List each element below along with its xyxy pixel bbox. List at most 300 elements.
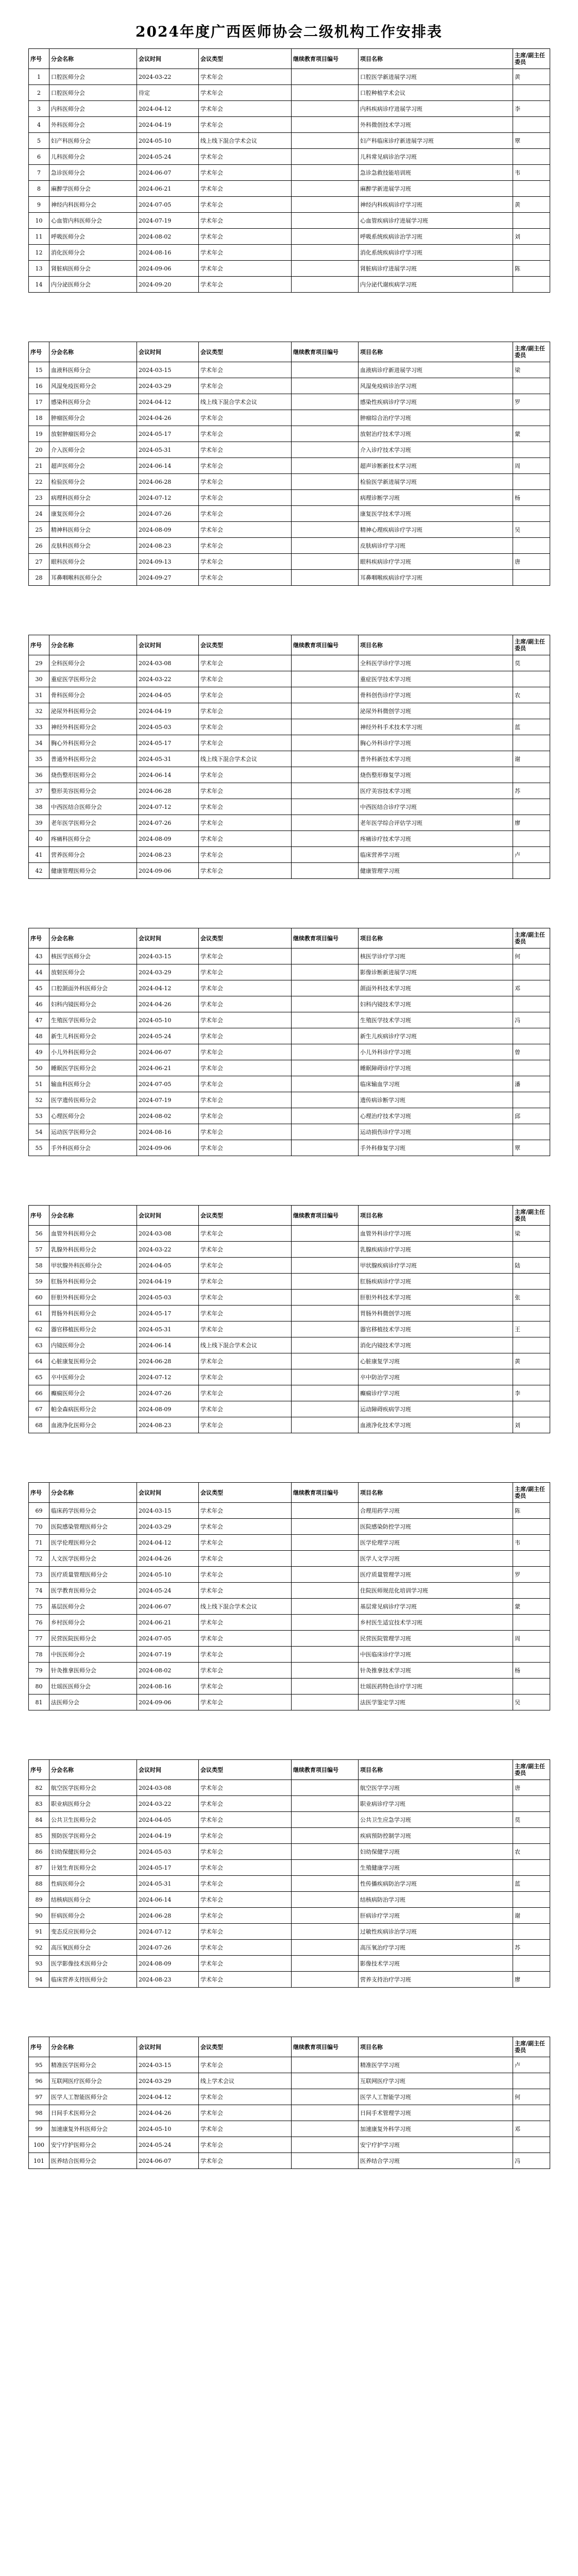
cell-project: 精神心理疾病诊疗学习班 (359, 522, 513, 538)
cell-chair: 王 (513, 1321, 550, 1337)
cell-type: 学术年会 (199, 948, 292, 964)
table-row (29, 506, 550, 522)
cell-chair: 吴 (513, 522, 550, 538)
cell-branch: 耳鼻咽喉科医师分会 (49, 570, 137, 586)
cell-index: 76 (29, 1615, 49, 1631)
schedule-table (28, 928, 550, 1156)
cell-chair (513, 1860, 550, 1876)
col-branch-header: 分会名称 (49, 49, 137, 69)
cell-branch: 神经内科医师分会 (49, 197, 137, 213)
cell-chair: 莫 (513, 1812, 550, 1828)
cell-chair: 冯 (513, 1012, 550, 1028)
cell-branch: 医学影像技术医师分会 (49, 1956, 137, 1972)
cell-branch: 肝胆外科医师分会 (49, 1290, 137, 1306)
cell-time: 2024-05-03 (137, 1844, 199, 1860)
cell-code (292, 831, 359, 847)
cell-type: 学术年会 (199, 85, 292, 101)
cell-index: 54 (29, 1124, 49, 1140)
col-type-header: 会议类型 (199, 1760, 292, 1780)
cell-type: 学术年会 (199, 229, 292, 245)
cell-code (292, 671, 359, 687)
cell-time: 待定 (137, 85, 199, 101)
cell-time: 2024-04-19 (137, 1828, 199, 1844)
cell-type: 学术年会 (199, 426, 292, 442)
cell-project: 口腔医学新进展学习班 (359, 69, 513, 85)
header-row (29, 2037, 550, 2057)
table-row (29, 964, 550, 980)
cell-project: 睡眠障碍诊疗学习班 (359, 1060, 513, 1076)
cell-index: 3 (29, 101, 49, 117)
table-row (29, 1876, 550, 1892)
table-row (29, 165, 550, 181)
cell-code (292, 1060, 359, 1076)
cell-code (292, 703, 359, 719)
cell-time: 2024-03-08 (137, 1226, 199, 1242)
cell-time: 2024-05-17 (137, 1860, 199, 1876)
cell-code (292, 522, 359, 538)
table-row (29, 1828, 550, 1844)
cell-time: 2024-06-07 (137, 1044, 199, 1060)
cell-project: 放射治疗技术学习班 (359, 426, 513, 442)
cell-index: 8 (29, 181, 49, 197)
cell-type: 线上线下混合学术会议 (199, 133, 292, 149)
table-row (29, 378, 550, 394)
table-row (29, 101, 550, 117)
cell-time: 2024-05-10 (137, 1012, 199, 1028)
cell-type: 学术年会 (199, 735, 292, 751)
col-branch-header: 分会名称 (49, 342, 137, 362)
cell-time: 2024-06-07 (137, 1599, 199, 1615)
cell-branch: 全科医师分会 (49, 655, 137, 671)
cell-index: 50 (29, 1060, 49, 1076)
cell-chair: 何 (513, 948, 550, 964)
cell-time: 2024-05-17 (137, 735, 199, 751)
cell-project: 小儿外科诊疗学习班 (359, 1044, 513, 1060)
col-chair-header: 主席/副主任委员 (513, 1483, 550, 1503)
cell-chair (513, 474, 550, 490)
cell-type: 学术年会 (199, 554, 292, 570)
cell-chair: 杨 (513, 490, 550, 506)
cell-project: 乳腺疾病诊疗学习班 (359, 1242, 513, 1258)
table-row (29, 1694, 550, 1710)
cell-chair: 苏 (513, 1940, 550, 1956)
cell-type: 学术年会 (199, 1694, 292, 1710)
table-row (29, 1940, 550, 1956)
table-row (29, 1956, 550, 1972)
cell-time: 2024-07-05 (137, 197, 199, 213)
cell-branch: 器官移植医师分会 (49, 1321, 137, 1337)
cell-project: 互联网医疗学习班 (359, 2073, 513, 2089)
cell-chair (513, 1828, 550, 1844)
cell-code (292, 1028, 359, 1044)
cell-code (292, 1647, 359, 1663)
cell-time: 2024-03-15 (137, 362, 199, 378)
cell-type: 学术年会 (199, 1401, 292, 1417)
table-row (29, 1780, 550, 1796)
cell-chair (513, 538, 550, 554)
cell-branch: 普通外科医师分会 (49, 751, 137, 767)
cell-chair: 谢 (513, 1908, 550, 1924)
cell-index: 55 (29, 1140, 49, 1156)
cell-project: 医学伦理学习班 (359, 1535, 513, 1551)
cell-chair: 卢 (513, 847, 550, 863)
table-row (29, 1092, 550, 1108)
cell-chair (513, 245, 550, 261)
cell-type: 学术年会 (199, 1044, 292, 1060)
table-row (29, 735, 550, 751)
schedule-table (28, 48, 550, 293)
cell-code (292, 2089, 359, 2105)
cell-branch: 内镜医师分会 (49, 1337, 137, 1353)
table-row (29, 1812, 550, 1828)
cell-branch: 高压氧医师分会 (49, 1940, 137, 1956)
cell-time: 2024-06-07 (137, 165, 199, 181)
cell-chair: 罗 (513, 1567, 550, 1583)
cell-time: 2024-05-31 (137, 442, 199, 458)
cell-type: 学术年会 (199, 522, 292, 538)
table-row (29, 1892, 550, 1908)
cell-index: 34 (29, 735, 49, 751)
cell-branch: 妇产科医师分会 (49, 133, 137, 149)
cell-code (292, 1940, 359, 1956)
cell-branch: 血管外科医师分会 (49, 1226, 137, 1242)
table-row (29, 394, 550, 410)
table-row (29, 831, 550, 847)
table-row (29, 767, 550, 783)
cell-time: 2024-06-14 (137, 1337, 199, 1353)
cell-type: 线上线下混合学术会议 (199, 394, 292, 410)
table-row (29, 1599, 550, 1615)
cell-index: 4 (29, 117, 49, 133)
cell-type: 学术年会 (199, 671, 292, 687)
cell-code (292, 1796, 359, 1812)
cell-branch: 输血科医师分会 (49, 1076, 137, 1092)
col-project-header: 项目名称 (359, 342, 513, 362)
table-row (29, 687, 550, 703)
cell-project: 呼吸系统疾病诊治学习班 (359, 229, 513, 245)
cell-index: 58 (29, 1258, 49, 1274)
cell-branch: 性病医师分会 (49, 1876, 137, 1892)
cell-project: 加速康复外科学习班 (359, 2121, 513, 2137)
cell-code (292, 1274, 359, 1290)
cell-chair (513, 799, 550, 815)
cell-branch: 公共卫生医师分会 (49, 1812, 137, 1828)
cell-index: 32 (29, 703, 49, 719)
cell-index: 101 (29, 2153, 49, 2169)
cell-index: 83 (29, 1796, 49, 1812)
cell-index: 49 (29, 1044, 49, 1060)
cell-index: 38 (29, 799, 49, 815)
cell-chair (513, 863, 550, 879)
col-index-header: 序号 (29, 635, 49, 655)
cell-type: 学术年会 (199, 181, 292, 197)
cell-time: 2024-09-06 (137, 261, 199, 277)
table-row (29, 2137, 550, 2153)
cell-branch: 帕金森病医师分会 (49, 1401, 137, 1417)
cell-index: 31 (29, 687, 49, 703)
cell-chair: 冯 (513, 2153, 550, 2169)
cell-code (292, 1828, 359, 1844)
cell-chair (513, 506, 550, 522)
table-row (29, 948, 550, 964)
cell-index: 69 (29, 1503, 49, 1519)
cell-project: 医疗美容技术学习班 (359, 783, 513, 799)
table-row (29, 2057, 550, 2073)
col-code-header: 继续教育项目编号 (292, 1760, 359, 1780)
cell-chair: 唐 (513, 1780, 550, 1796)
cell-time: 2024-07-12 (137, 1369, 199, 1385)
cell-chair (513, 767, 550, 783)
cell-project: 心理治疗技术学习班 (359, 1108, 513, 1124)
cell-type: 学术年会 (199, 570, 292, 586)
cell-index: 44 (29, 964, 49, 980)
cell-chair: 陆 (513, 1258, 550, 1274)
table-row (29, 1353, 550, 1369)
cell-code (292, 1076, 359, 1092)
cell-branch: 麻醉学医师分会 (49, 181, 137, 197)
table-row (29, 799, 550, 815)
cell-code (292, 655, 359, 671)
table-row (29, 1108, 550, 1124)
cell-chair: 周 (513, 1631, 550, 1647)
cell-index: 45 (29, 980, 49, 996)
cell-code (292, 490, 359, 506)
table-row (29, 863, 550, 879)
cell-chair (513, 1647, 550, 1663)
cell-time: 2024-07-19 (137, 213, 199, 229)
cell-time: 2024-06-28 (137, 1353, 199, 1369)
cell-project: 病理诊断学习班 (359, 490, 513, 506)
cell-project: 影像诊断新进展学习班 (359, 964, 513, 980)
cell-code (292, 277, 359, 293)
table-row (29, 1796, 550, 1812)
cell-project: 精准医学学习班 (359, 2057, 513, 2073)
cell-code (292, 1140, 359, 1156)
cell-index: 63 (29, 1337, 49, 1353)
table-row (29, 847, 550, 863)
cell-index: 26 (29, 538, 49, 554)
cell-project: 航空医学学习班 (359, 1780, 513, 1796)
cell-branch: 胸心外科医师分会 (49, 735, 137, 751)
cell-time: 2024-08-16 (137, 245, 199, 261)
cell-type: 学术年会 (199, 1417, 292, 1433)
schedule-table (28, 635, 550, 879)
cell-code (292, 1519, 359, 1535)
cell-branch: 口腔医师分会 (49, 69, 137, 85)
cell-chair: 吴 (513, 1694, 550, 1710)
cell-index: 40 (29, 831, 49, 847)
cell-branch: 外科医师分会 (49, 117, 137, 133)
cell-code (292, 1369, 359, 1385)
schedule-table (28, 1759, 550, 1988)
cell-index: 33 (29, 719, 49, 735)
cell-code (292, 378, 359, 394)
cell-type: 学术年会 (199, 1076, 292, 1092)
table-row (29, 1551, 550, 1567)
cell-time: 2024-03-15 (137, 2057, 199, 2073)
cell-project: 健康管理学习班 (359, 863, 513, 879)
cell-chair: 黄 (513, 197, 550, 213)
cell-chair (513, 1124, 550, 1140)
cell-chair (513, 1796, 550, 1812)
cell-index: 22 (29, 474, 49, 490)
cell-code (292, 1385, 359, 1401)
cell-code (292, 570, 359, 586)
cell-type: 学术年会 (199, 1812, 292, 1828)
cell-code (292, 1044, 359, 1060)
cell-project: 骨科创伤诊疗学习班 (359, 687, 513, 703)
cell-time: 2024-04-12 (137, 2089, 199, 2105)
cell-index: 81 (29, 1694, 49, 1710)
cell-project: 医养结合学习班 (359, 2153, 513, 2169)
cell-branch: 眼科医师分会 (49, 554, 137, 570)
cell-project: 皮肤病诊疗学习班 (359, 538, 513, 554)
cell-code (292, 181, 359, 197)
cell-project: 卒中防治学习班 (359, 1369, 513, 1385)
cell-branch: 烧伤整形医师分会 (49, 767, 137, 783)
cell-index: 64 (29, 1353, 49, 1369)
cell-type: 学术年会 (199, 1092, 292, 1108)
cell-time: 2024-04-05 (137, 687, 199, 703)
cell-project: 妇产科临床诊疗新进展学习班 (359, 133, 513, 149)
cell-branch: 小儿外科医师分会 (49, 1044, 137, 1060)
cell-chair: 黄 (513, 69, 550, 85)
cell-project: 胃肠外科微创学习班 (359, 1306, 513, 1321)
cell-type: 学术年会 (199, 69, 292, 85)
cell-project: 儿科常见病诊治学习班 (359, 149, 513, 165)
col-project-header: 项目名称 (359, 2037, 513, 2057)
cell-branch: 内分泌医师分会 (49, 277, 137, 293)
cell-code (292, 980, 359, 996)
cell-time: 2024-09-06 (137, 1694, 199, 1710)
cell-code (292, 554, 359, 570)
cell-time: 2024-08-09 (137, 1956, 199, 1972)
cell-branch: 精准医学医师分会 (49, 2057, 137, 2073)
cell-code (292, 799, 359, 815)
cell-time: 2024-08-23 (137, 538, 199, 554)
cell-time: 2024-04-19 (137, 1274, 199, 1290)
cell-code (292, 1321, 359, 1337)
cell-time: 2024-07-05 (137, 1076, 199, 1092)
cell-index: 21 (29, 458, 49, 474)
col-type-header: 会议类型 (199, 928, 292, 948)
table-row (29, 213, 550, 229)
cell-type: 学术年会 (199, 1908, 292, 1924)
cell-index: 14 (29, 277, 49, 293)
col-branch-header: 分会名称 (49, 928, 137, 948)
cell-type: 学术年会 (199, 1796, 292, 1812)
cell-chair: 廖 (513, 1972, 550, 1988)
cell-chair (513, 2137, 550, 2153)
cell-index: 19 (29, 426, 49, 442)
table-row (29, 2121, 550, 2137)
cell-project: 结核病防治学习班 (359, 1892, 513, 1908)
cell-branch: 乳腺外科医师分会 (49, 1242, 137, 1258)
cell-project: 疾病预防控制学习班 (359, 1828, 513, 1844)
table-row (29, 133, 550, 149)
header-row (29, 1483, 550, 1503)
cell-project: 急诊急救技能培训班 (359, 165, 513, 181)
cell-code (292, 442, 359, 458)
table-row (29, 181, 550, 197)
cell-index: 10 (29, 213, 49, 229)
table-row (29, 245, 550, 261)
cell-chair: 廖 (513, 815, 550, 831)
cell-branch: 急诊医师分会 (49, 165, 137, 181)
cell-project: 职业病诊疗学习班 (359, 1796, 513, 1812)
cell-index: 48 (29, 1028, 49, 1044)
cell-type: 学术年会 (199, 458, 292, 474)
cell-time: 2024-04-12 (137, 394, 199, 410)
cell-branch: 风湿免疫医师分会 (49, 378, 137, 394)
cell-branch: 针灸推拿医师分会 (49, 1663, 137, 1679)
cell-chair (513, 1274, 550, 1290)
cell-type: 学术年会 (199, 964, 292, 980)
cell-project: 运动障碍疾病学习班 (359, 1401, 513, 1417)
cell-chair (513, 996, 550, 1012)
schedule-table (28, 1482, 550, 1710)
cell-index: 59 (29, 1274, 49, 1290)
cell-type: 学术年会 (199, 410, 292, 426)
cell-type: 学术年会 (199, 1369, 292, 1385)
cell-branch: 内科医师分会 (49, 101, 137, 117)
cell-type: 学术年会 (199, 1306, 292, 1321)
cell-code (292, 117, 359, 133)
cell-type: 学术年会 (199, 1353, 292, 1369)
cell-type: 学术年会 (199, 2105, 292, 2121)
cell-index: 88 (29, 1876, 49, 1892)
cell-branch: 整形美容医师分会 (49, 783, 137, 799)
cell-project: 神经内科疾病诊疗学习班 (359, 197, 513, 213)
cell-chair: 梁 (513, 1226, 550, 1242)
cell-branch: 生殖医学医师分会 (49, 1012, 137, 1028)
cell-time: 2024-03-22 (137, 69, 199, 85)
cell-chair (513, 1337, 550, 1353)
cell-time: 2024-09-06 (137, 1140, 199, 1156)
cell-time: 2024-07-26 (137, 1940, 199, 1956)
cell-code (292, 69, 359, 85)
cell-time: 2024-07-19 (137, 1092, 199, 1108)
cell-code (292, 1860, 359, 1876)
cell-code (292, 783, 359, 799)
header-row (29, 1760, 550, 1780)
cell-time: 2024-04-26 (137, 2105, 199, 2121)
cell-project: 口腔种植学术会议 (359, 85, 513, 101)
cell-chair: 覃 (513, 1140, 550, 1156)
table-row (29, 751, 550, 767)
table-row (29, 442, 550, 458)
cell-code (292, 1337, 359, 1353)
cell-type: 学术年会 (199, 1679, 292, 1694)
cell-code (292, 1924, 359, 1940)
cell-index: 11 (29, 229, 49, 245)
cell-branch: 泌尿外科医师分会 (49, 703, 137, 719)
cell-index: 29 (29, 655, 49, 671)
cell-type: 学术年会 (199, 799, 292, 815)
cell-type: 学术年会 (199, 703, 292, 719)
cell-branch: 妇幼保健医师分会 (49, 1844, 137, 1860)
cell-code (292, 1551, 359, 1567)
cell-chair (513, 570, 550, 586)
cell-type: 学术年会 (199, 2057, 292, 2073)
cell-project: 医院感染防控学习班 (359, 1519, 513, 1535)
cell-type: 学术年会 (199, 474, 292, 490)
header-row (29, 635, 550, 655)
cell-type: 学术年会 (199, 2089, 292, 2105)
col-project-header: 项目名称 (359, 928, 513, 948)
table-row (29, 362, 550, 378)
cell-code (292, 1290, 359, 1306)
